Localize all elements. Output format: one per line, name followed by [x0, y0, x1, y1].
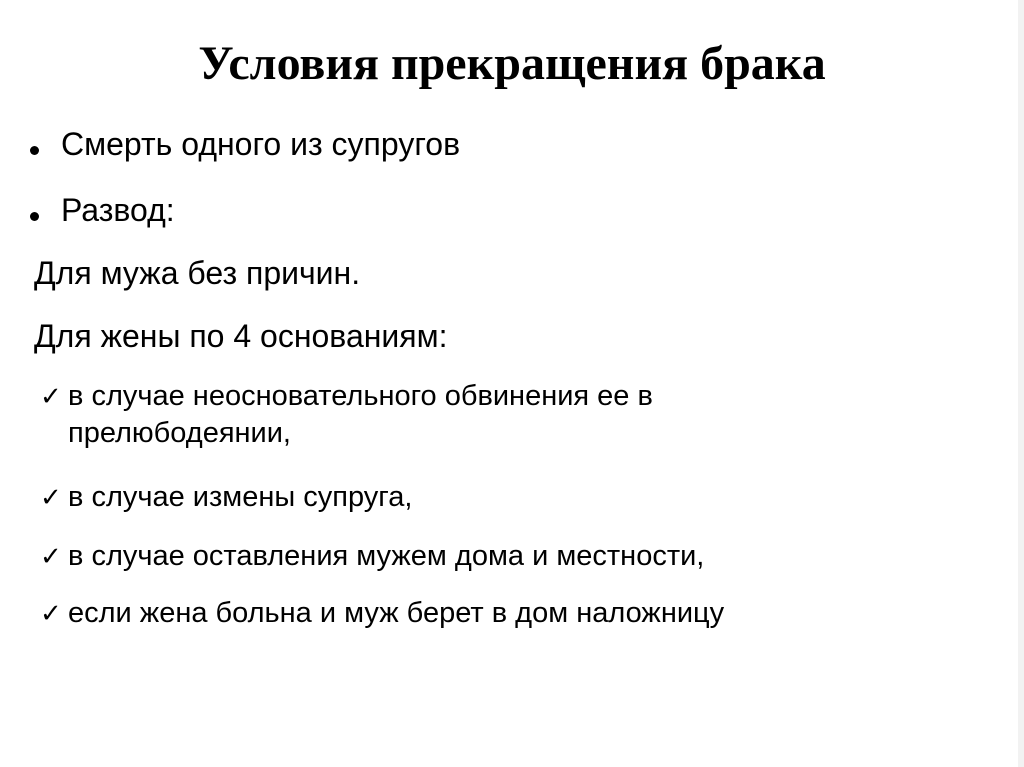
bullet-item-death: [30, 124, 460, 164]
check-item-infidelity: [40, 479, 412, 516]
text-line-husband: Для мужа без причин.: [34, 255, 361, 291]
checkmark-icon: ✓: [40, 382, 62, 412]
check-item-false-accusation: [40, 378, 653, 451]
checkmark-icon: ✓: [40, 599, 62, 629]
check-item-label: в случае неосновательного обвинения ее в: [68, 380, 653, 412]
slide-edge: [1018, 0, 1024, 767]
check-item-label: в случае оставления мужем дома и местности,: [68, 540, 705, 572]
check-item-concubine: [40, 595, 724, 632]
slide-title: Условия прекращения брака: [198, 37, 826, 90]
bullet-dot-icon: [30, 146, 39, 155]
checkmark-icon: ✓: [40, 483, 62, 513]
check-item-label: если жена больна и муж берет в дом наложницу: [68, 597, 725, 629]
bullet-item-divorce: [30, 190, 175, 230]
bullet-dot-icon: [30, 212, 39, 221]
text-line-wife: Для жены по 4 основаниям:: [34, 318, 448, 354]
check-item-label: в случае измены супруга,: [68, 481, 413, 513]
check-item-abandonment: [40, 538, 704, 575]
check-item-label-continued: прелюбодеянии,: [68, 417, 291, 449]
checkmark-icon: ✓: [40, 542, 62, 572]
bullet-item-label: Смерть одного из супругов: [61, 126, 461, 162]
bullet-item-label: Развод:: [61, 192, 175, 228]
